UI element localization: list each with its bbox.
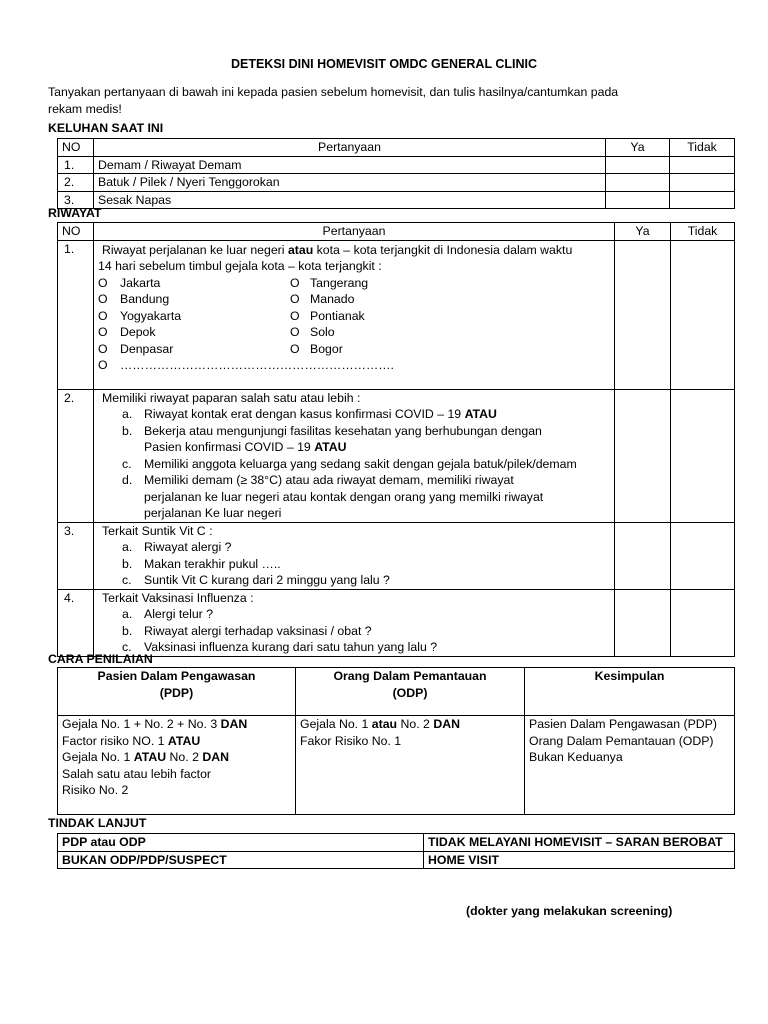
header-no: NO [58, 223, 94, 241]
answer-tidak-cell[interactable] [671, 589, 735, 656]
cell-line [529, 716, 730, 733]
sub-item-line [98, 539, 610, 556]
sub-item-letter: b. [122, 556, 133, 571]
bold-text-run: DAN [202, 750, 229, 764]
text-run: Gejala No. 1 [62, 750, 134, 764]
city-blank-line [98, 357, 610, 374]
sub-item-letter: c. [122, 640, 132, 654]
header-ya: Ya [606, 139, 670, 157]
sub-item-letter: b. [122, 423, 133, 438]
city-option: Tangerang [310, 275, 369, 290]
section-heading-tindak: TINDAK LANJUT [48, 816, 147, 830]
city-option: Solo [310, 325, 335, 339]
sub-item-letter: d. [122, 473, 133, 487]
option-bullet[interactable]: O [98, 308, 108, 323]
answer-ya-cell[interactable] [615, 522, 671, 589]
sub-item-letter: c. [122, 573, 132, 587]
row-question [94, 240, 615, 389]
bold-text-run: DAN [433, 717, 460, 731]
text-run: No. 2 [397, 717, 434, 731]
row-number: 1. [58, 156, 94, 174]
intro-line: rekam medis! [48, 101, 122, 116]
section-heading-penilaian: CARA PENILAIAN [48, 652, 153, 666]
header-pdp [58, 668, 296, 716]
riwayat-table [57, 222, 735, 657]
text-run: Gejala No. 1 + No. 2 + No. 3 [62, 717, 221, 731]
sub-item-text: Alergi telur ? [144, 607, 214, 621]
sub-item-line [98, 423, 610, 440]
answer-ya-cell[interactable] [615, 240, 671, 389]
tindak-action: HOME VISIT [424, 851, 735, 869]
row-question [94, 522, 615, 589]
row-question [94, 589, 615, 656]
text-run: perjalanan ke luar negeri atau kontak dengan orang yang memilki riwayat [144, 489, 544, 504]
header-no: NO [58, 139, 94, 157]
text-run: Salah satu atau lebih factor [62, 766, 212, 781]
header-odp [296, 668, 525, 716]
table-row [58, 174, 735, 192]
penilaian-table [57, 667, 735, 815]
option-bullet[interactable]: O [290, 325, 300, 339]
city-option: Bandung [120, 292, 170, 306]
header-tidak: Tidak [671, 223, 735, 241]
sub-list [98, 539, 610, 589]
city-option: Pontianak [310, 308, 365, 323]
kesimpulan-options [525, 716, 735, 815]
sub-item-text: Riwayat alergi ? [144, 540, 232, 554]
table-row [58, 522, 735, 589]
sub-item-line [98, 505, 610, 522]
table-row [58, 589, 735, 656]
text-run: Bukan Keduanya [529, 750, 623, 764]
sub-item-letter: a. [122, 407, 133, 421]
header-pdp-line: (PDP) [159, 685, 194, 700]
sub-item-line [98, 489, 610, 506]
question-line: 14 hari sebelum timbul gejala kota – kota terjangkit : [98, 259, 382, 273]
blank-dots: …………………………………………………………. [120, 358, 394, 372]
cell-line [62, 716, 291, 733]
sub-item-line [98, 556, 610, 573]
sub-list [98, 606, 610, 656]
cell-line [62, 733, 291, 750]
intro-text [48, 84, 688, 117]
header-pdp-line: Pasien Dalam Pengawasan [97, 669, 256, 683]
option-bullet[interactable]: O [98, 341, 108, 356]
text-run: perjalanan Ke luar negeri [144, 506, 282, 520]
cell-line [62, 749, 291, 766]
intro-line: Tanyakan pertanyaan di bawah ini kepada pasien sebelum homevisit, dan tulis hasilnya/cantumkan pada [48, 85, 619, 99]
bold-text-run: atau [371, 717, 398, 731]
text-run: Riwayat perjalanan ke luar negeri [102, 242, 288, 257]
bold-text-run: ATAU [167, 733, 201, 748]
cell-line [300, 733, 520, 750]
bold-text-run: ATAU [464, 407, 497, 421]
city-list [98, 275, 610, 358]
text-run: Risiko No. 2 [62, 783, 129, 797]
answer-tidak-cell[interactable] [670, 191, 735, 209]
option-bullet[interactable]: O [98, 292, 108, 306]
table-header-row [58, 223, 735, 241]
table-row [58, 389, 735, 522]
tindak-condition: BUKAN ODP/PDP/SUSPECT [58, 851, 424, 869]
city-option-row [98, 291, 610, 308]
option-bullet[interactable]: O [290, 341, 300, 356]
option-bullet[interactable]: O [98, 325, 108, 339]
city-option-row [98, 341, 610, 358]
cell-line [529, 749, 730, 766]
answer-ya-cell[interactable] [615, 589, 671, 656]
bold-text-run: ATAU [314, 440, 347, 454]
pdp-criteria [58, 716, 296, 815]
answer-tidak-cell[interactable] [670, 174, 735, 192]
table-row [58, 716, 735, 815]
text-run: Factor risiko NO. 1 [62, 733, 168, 748]
city-option: Jakarta [120, 275, 161, 290]
sub-item-letter: b. [122, 623, 133, 638]
answer-tidak-cell[interactable] [670, 156, 735, 174]
city-option: Denpasar [120, 341, 174, 356]
sub-list [98, 406, 610, 522]
row-number: 3. [58, 522, 94, 589]
city-option: Manado [310, 292, 355, 306]
city-option-row [98, 308, 610, 325]
text-run: kota – kota terjangkit di Indonesia dalam waktu [313, 242, 573, 257]
row-question: Sesak Napas [94, 191, 606, 209]
header-question: Pertanyaan [94, 223, 615, 241]
tindak-condition: PDP atau ODP [58, 834, 424, 852]
text-run: Riwayat kontak erat dengan kasus konfirmasi COVID – 19 [144, 407, 465, 421]
cell-line [62, 782, 291, 799]
option-bullet[interactable]: O [98, 275, 108, 290]
header-kesimpulan [525, 668, 735, 716]
sub-item-letter: a. [122, 607, 133, 621]
cell-line [529, 733, 730, 750]
row-number: 3. [58, 191, 94, 209]
row-number: 1. [58, 240, 94, 389]
answer-tidak-cell[interactable] [671, 389, 735, 522]
text-run: No. 2 [166, 750, 203, 764]
sub-item-letter: a. [122, 540, 133, 554]
text-run: Bekerja atau mengunjungi fasilitas kesehatan yang berhubungan dengan [144, 423, 542, 438]
option-bullet[interactable]: O [290, 292, 300, 306]
sub-item-line [98, 472, 610, 489]
tindak-action: TIDAK MELAYANI HOMEVISIT – SARAN BEROBAT [424, 834, 735, 852]
bold-text-run: ATAU [133, 750, 167, 764]
table-row [58, 851, 735, 869]
row-question [94, 389, 615, 522]
cell-line [62, 766, 291, 783]
text-run: Pasien Dalam Pengawasan (PDP) [529, 717, 717, 731]
question-intro: Terkait Suntik Vit C : [102, 523, 213, 538]
table-header-row [58, 139, 735, 157]
sub-item-line [98, 606, 610, 623]
sub-item-line [98, 623, 610, 640]
sub-item-text: Vaksinasi influenza kurang dari satu tahun yang lalu ? [144, 640, 438, 654]
table-header-row [58, 668, 735, 716]
keluhan-table [57, 138, 735, 209]
option-bullet[interactable]: O [290, 275, 300, 290]
sub-item-text: Makan terakhir pukul ….. [144, 556, 281, 571]
row-question: Batuk / Pilek / Nyeri Tenggorokan [94, 174, 606, 192]
answer-tidak-cell[interactable] [671, 522, 735, 589]
sub-item-letter: c. [122, 456, 132, 471]
row-number: 4. [58, 589, 94, 656]
city-option-row [98, 324, 610, 341]
sub-item-line [98, 639, 610, 656]
row-number: 2. [58, 389, 94, 522]
section-heading-riwayat: RIWAYAT [48, 206, 102, 220]
text-run: Memiliki anggota keluarga yang sedang sakit dengan gejala batuk/pilek/demam [144, 456, 577, 471]
section-heading-keluhan: KELUHAN SAAT INI [48, 121, 164, 135]
header-odp-line: (ODP) [392, 685, 428, 700]
table-row [58, 191, 735, 209]
answer-tidak-cell[interactable] [671, 240, 735, 389]
bold-text-run: atau [287, 242, 314, 257]
text-run: Pasien konfirmasi COVID – 19 [144, 440, 315, 454]
city-option: Yogyakarta [120, 308, 182, 323]
question-line [98, 242, 610, 259]
row-question: Demam / Riwayat Demam [94, 156, 606, 174]
sub-item-line [98, 406, 610, 423]
sub-item-line [98, 439, 610, 456]
answer-ya-cell[interactable] [615, 389, 671, 522]
row-number: 2. [58, 174, 94, 192]
sub-item-line [98, 572, 610, 589]
document-title: DETEKSI DINI HOMEVISIT OMDC GENERAL CLINIC [230, 57, 538, 71]
sub-item-line [98, 456, 610, 473]
city-option-row [98, 275, 610, 292]
header-tidak: Tidak [670, 139, 735, 157]
question-intro: Memiliki riwayat paparan salah satu atau lebih : [102, 390, 361, 405]
text-run: Gejala No. 1 [300, 717, 372, 731]
sub-item-text: Suntik Vit C kurang dari 2 minggu yang lalu ? [144, 573, 390, 587]
header-question: Pertanyaan [94, 139, 606, 157]
odp-criteria [296, 716, 525, 815]
city-option: Bogor [310, 341, 343, 356]
question-intro: Terkait Vaksinasi Influenza : [102, 590, 254, 605]
cell-line [300, 716, 520, 733]
text-run: Orang Dalam Pemantauan (ODP) [529, 733, 714, 748]
header-ya: Ya [615, 223, 671, 241]
table-row [58, 834, 735, 852]
signature-note: (dokter yang melakukan screening) [466, 904, 673, 918]
sub-item-text: Riwayat alergi terhadap vaksinasi / obat ? [144, 623, 372, 638]
header-odp-line: Orang Dalam Pemantauan [333, 669, 487, 683]
answer-ya-cell[interactable] [606, 191, 670, 209]
city-option: Depok [120, 325, 156, 339]
text-run: Memiliki demam (≥ 38°C) atau ada riwayat demam, memiliki riwayat [144, 473, 514, 487]
answer-ya-cell[interactable] [606, 174, 670, 192]
table-row [58, 156, 735, 174]
option-bullet: O [98, 358, 108, 372]
answer-ya-cell[interactable] [606, 156, 670, 174]
option-bullet[interactable]: O [290, 308, 300, 323]
table-row [58, 240, 735, 389]
text-run: Fakor Risiko No. 1 [300, 733, 402, 748]
bold-text-run: DAN [220, 717, 248, 731]
tindak-table [57, 833, 735, 869]
header-kesimpulan-line: Kesimpulan [594, 669, 665, 683]
